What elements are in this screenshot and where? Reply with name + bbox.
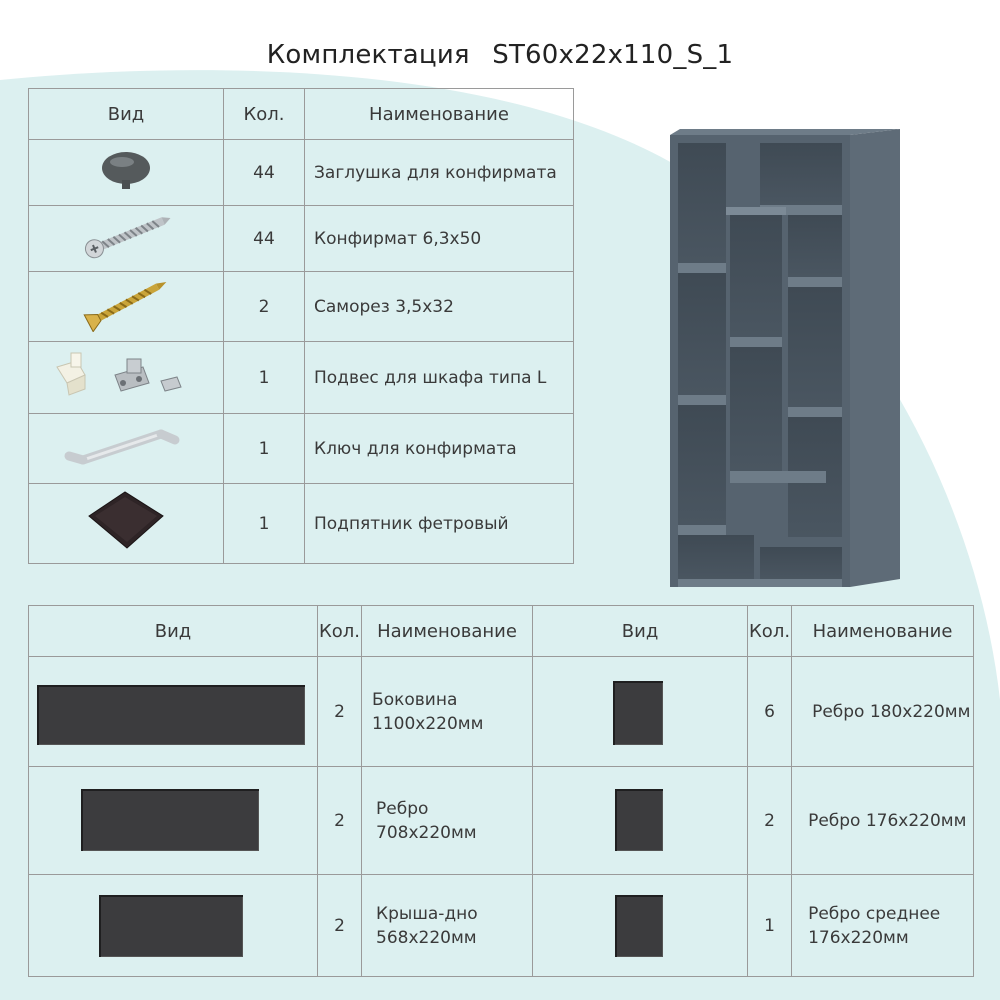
rib-board: [81, 789, 259, 851]
row-name: Подпятник фетровый: [305, 484, 574, 564]
name-line-2: 568х220мм: [376, 927, 477, 948]
row-image: [533, 767, 748, 875]
col-header-qty-left: Кол.: [318, 606, 362, 657]
row-image: [29, 875, 318, 977]
col-header-name-left: Наименование: [362, 606, 533, 657]
col-header-qty: Кол.: [224, 89, 305, 140]
row-name: Конфирмат 6,3х50: [305, 206, 574, 272]
table-row: [29, 414, 574, 484]
name-line-1: Крыша-дно: [376, 903, 478, 924]
row-name: [792, 875, 974, 977]
col-header-qty-right: Кол.: [748, 606, 792, 657]
table-row: [29, 875, 974, 977]
row-name: [792, 767, 974, 875]
rib-board: [615, 789, 663, 851]
row-image: [29, 767, 318, 875]
row-image: [29, 206, 224, 272]
title-label: Комплектация: [266, 40, 470, 70]
table-row: [29, 206, 574, 272]
row-name: Подвес для шкафа типа L: [305, 342, 574, 414]
row-qty: 44: [224, 140, 305, 206]
row-qty: 2: [318, 875, 362, 977]
row-name: [362, 767, 533, 875]
row-qty: 2: [224, 272, 305, 342]
name-line-1: Ребро 708х220мм: [376, 798, 477, 843]
name-line-1: Ребро среднее: [808, 903, 941, 924]
row-name: Саморез 3,5х32: [305, 272, 574, 342]
row-name: [792, 657, 974, 767]
col-header-view-left: Вид: [29, 606, 318, 657]
name-line-1: Ребро 180х220мм: [812, 701, 971, 722]
col-header-name: Наименование: [305, 89, 574, 140]
table-row: [29, 140, 574, 206]
row-image: [29, 342, 224, 414]
row-qty: 6: [748, 657, 792, 767]
cabinet-hanger-icon: [51, 345, 201, 405]
row-name: [362, 657, 533, 767]
rib-board: [613, 681, 663, 745]
row-name: [362, 875, 533, 977]
row-image: [533, 875, 748, 977]
wood-screw-icon: [76, 276, 176, 332]
row-qty: 2: [318, 767, 362, 875]
panels-table: [28, 605, 974, 977]
row-qty: 44: [224, 206, 305, 272]
hardware-table: [28, 88, 574, 564]
page-title: [0, 40, 1000, 70]
row-qty: 1: [224, 342, 305, 414]
middle-rib-board: [615, 895, 663, 957]
table-row: [29, 272, 574, 342]
side-panel-board: [37, 685, 305, 745]
row-qty: 1: [224, 484, 305, 564]
row-image: [533, 657, 748, 767]
confirmat-cap-icon: [96, 148, 156, 192]
product-code: ST60x22x110_S_1: [492, 40, 734, 70]
col-header-view: Вид: [29, 89, 224, 140]
row-qty: 2: [318, 657, 362, 767]
row-qty: 2: [748, 767, 792, 875]
row-image: [29, 484, 224, 564]
table-row: [29, 657, 974, 767]
row-image: [29, 140, 224, 206]
top-bottom-board: [99, 895, 243, 957]
row-image: [29, 657, 318, 767]
row-qty: 1: [748, 875, 792, 977]
row-image: [29, 414, 224, 484]
table-row: [29, 767, 974, 875]
row-name: Заглушка для конфирмата: [305, 140, 574, 206]
row-name: Ключ для конфирмата: [305, 414, 574, 484]
table-header-row: [29, 606, 974, 657]
table-row: [29, 484, 574, 564]
hex-key-icon: [61, 416, 191, 476]
confirmat-screw-icon: [76, 211, 176, 261]
col-header-name-right: Наименование: [792, 606, 974, 657]
col-header-view-right: Вид: [533, 606, 748, 657]
bookshelf-illustration: [664, 127, 904, 595]
name-line-1: Боковина: [372, 689, 458, 710]
name-line-1: Ребро 176х220мм: [808, 810, 967, 831]
name-line-2: 176х220мм: [808, 927, 909, 948]
name-line-2: 1100х220мм: [372, 713, 484, 734]
row-image: [29, 272, 224, 342]
felt-pad-icon: [81, 486, 171, 556]
row-qty: 1: [224, 414, 305, 484]
table-row: [29, 342, 574, 414]
table-header-row: [29, 89, 574, 140]
